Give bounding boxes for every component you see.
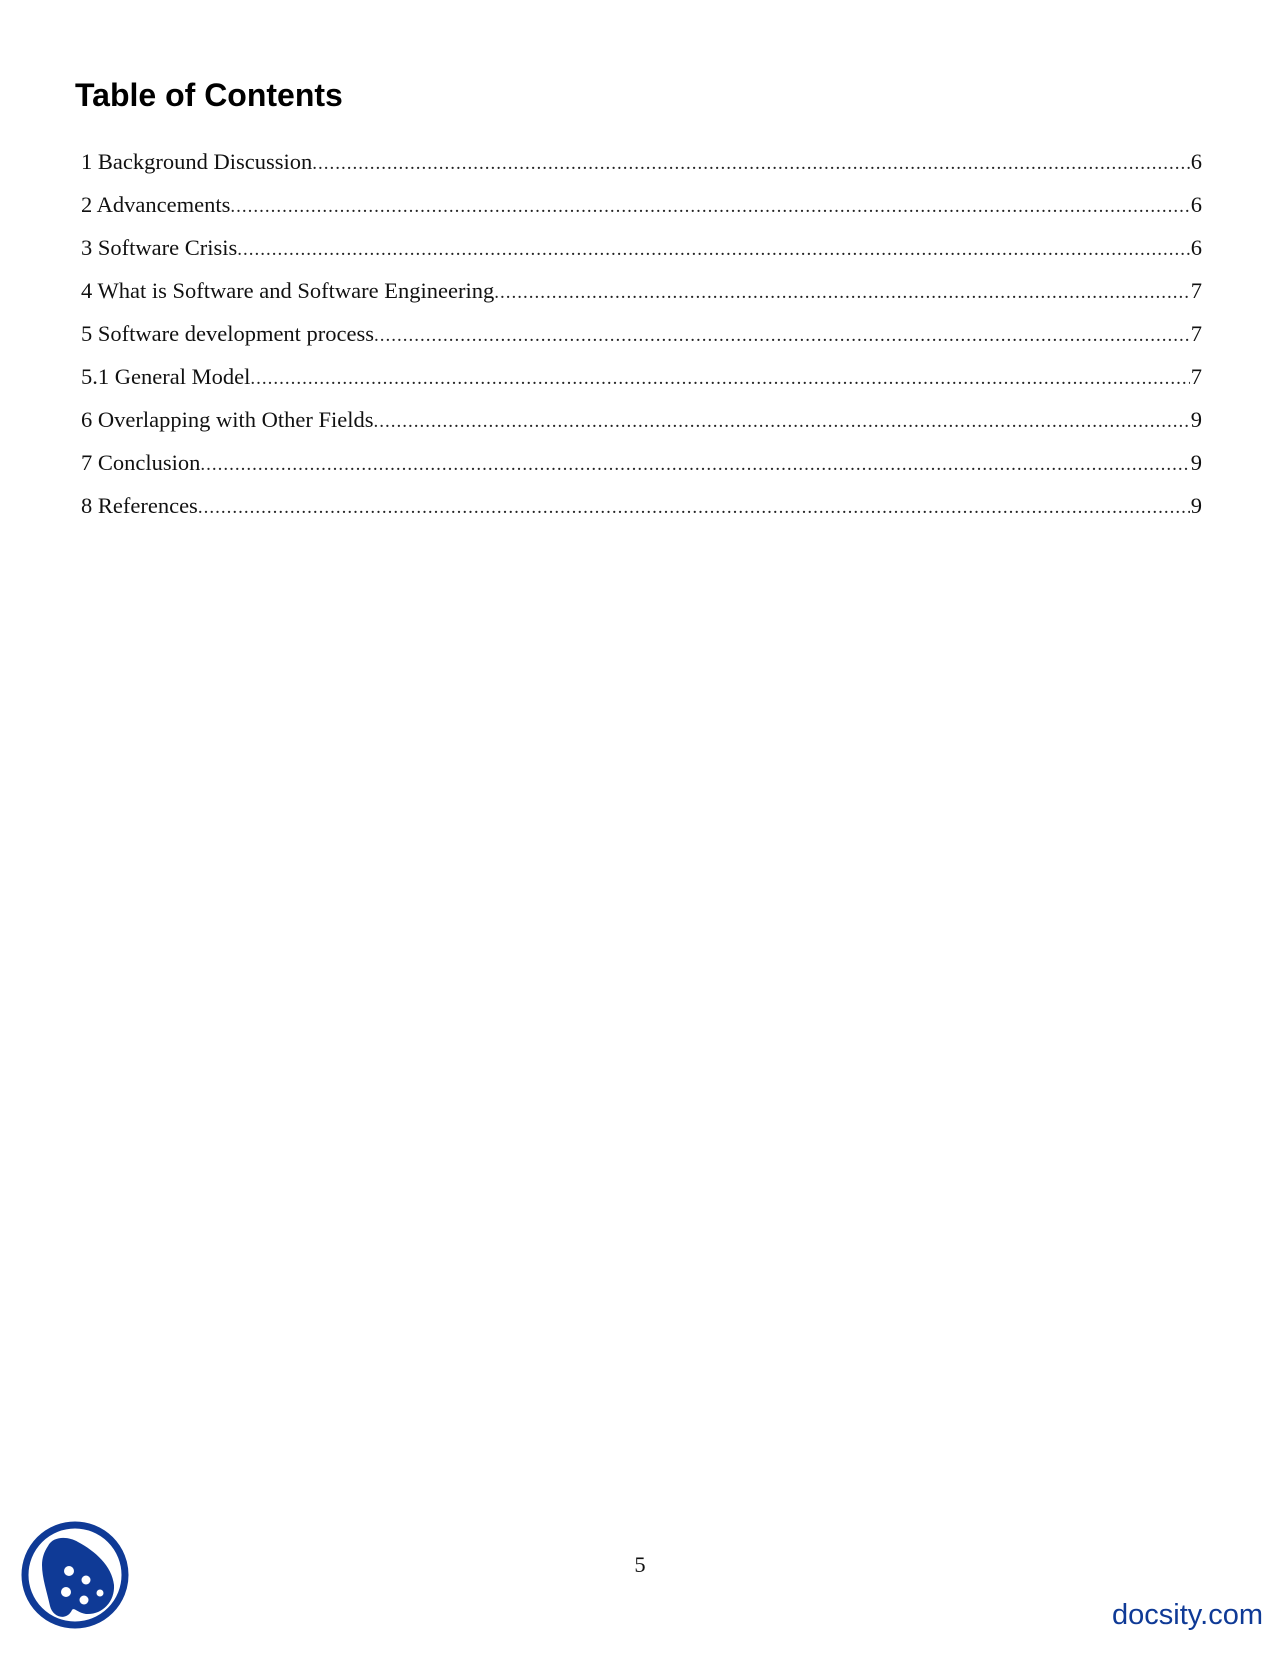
toc-entry-page: 9 [1190, 493, 1202, 518]
toc-entry-page: 9 [1190, 450, 1202, 475]
toc-entry[interactable] [81, 398, 1202, 441]
toc-dot-leader [494, 271, 1190, 312]
toc-entry-page: 6 [1190, 149, 1202, 174]
toc-entry-label: 6 Overlapping with Other Fields [81, 407, 374, 432]
toc-entry-page: 7 [1190, 278, 1202, 303]
toc-entry[interactable] [81, 226, 1202, 269]
brand-link[interactable]: docsity.com [1112, 1599, 1263, 1631]
toc-entry-label: 8 References [81, 493, 198, 518]
toc-dot-leader [198, 486, 1190, 527]
page-number: 5 [634, 1552, 646, 1577]
toc-dot-leader [200, 443, 1189, 484]
page-title: Table of Contents [75, 77, 343, 113]
toc-list [81, 140, 1202, 527]
toc-entry-label: 5.1 General Model [81, 364, 251, 389]
toc-entry-label: 1 Background Discussion [81, 149, 313, 174]
toc-entry-page: 6 [1190, 235, 1202, 260]
toc-entry[interactable] [81, 269, 1202, 312]
toc-dot-leader [250, 357, 1189, 398]
toc-dot-leader [312, 142, 1190, 183]
toc-entry[interactable] [81, 484, 1202, 527]
toc-entry-label: 5 Software development process [81, 321, 375, 346]
toc-entry[interactable] [81, 355, 1202, 398]
toc-dot-leader [374, 314, 1190, 355]
toc-entry-page: 9 [1190, 407, 1202, 432]
toc-entry[interactable] [81, 140, 1202, 183]
toc-entry[interactable] [81, 312, 1202, 355]
toc-entry-page: 7 [1190, 321, 1202, 346]
toc-entry-page: 6 [1190, 192, 1202, 217]
toc-entry[interactable] [81, 183, 1202, 226]
toc-entry-label: 7 Conclusion [81, 450, 201, 475]
toc-dot-leader [237, 228, 1190, 269]
toc-dot-leader [230, 185, 1189, 226]
toc-entry-label: 2 Advancements [81, 192, 231, 217]
toc-entry-label: 3 Software Crisis [81, 235, 238, 260]
toc-entry-page: 7 [1190, 364, 1202, 389]
toc-entry[interactable] [81, 441, 1202, 484]
toc-entry-label: 4 What is Software and Software Engineering [81, 278, 495, 303]
toc-dot-leader [373, 400, 1189, 441]
docsity-logo-icon[interactable] [20, 1518, 130, 1632]
